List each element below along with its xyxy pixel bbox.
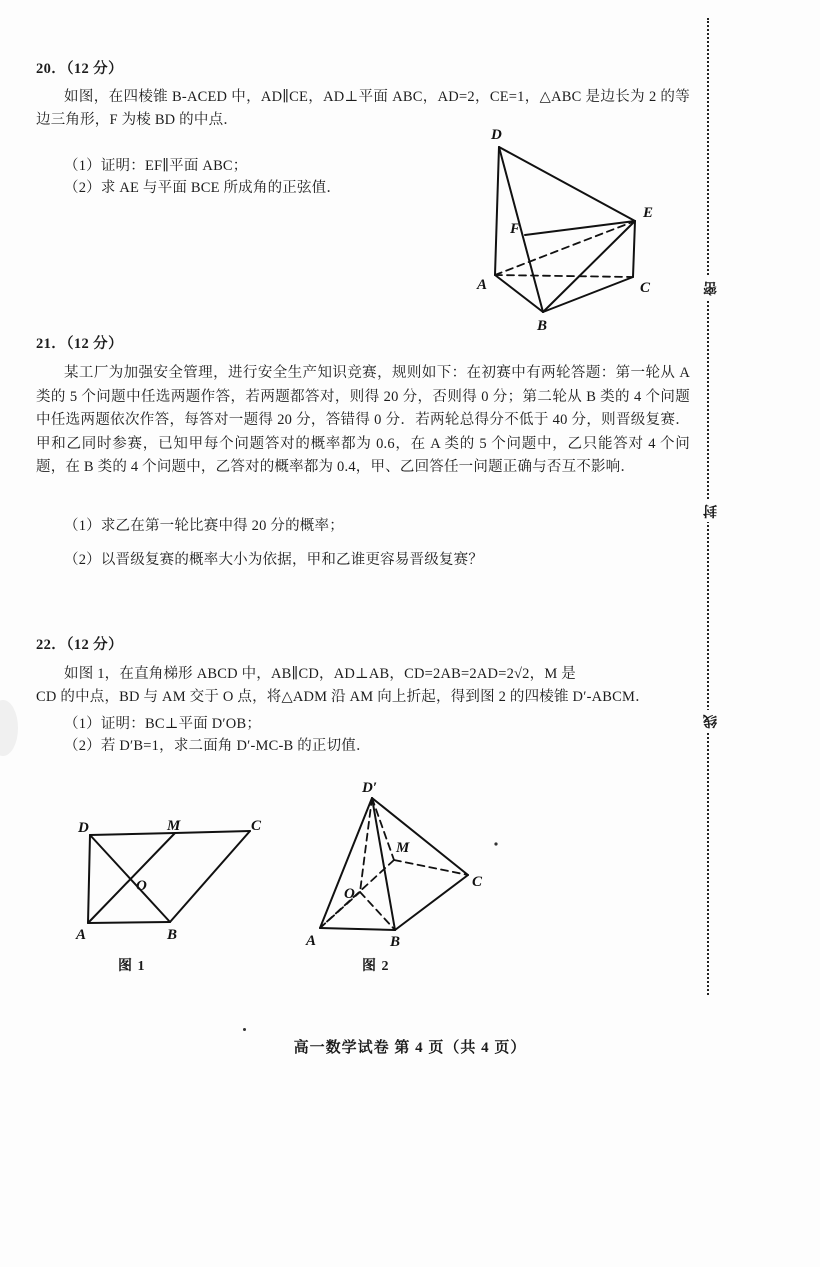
problem-22-sub-2: （2）若 D′B=1，求二面角 D′-MC-B 的正切值． [64, 738, 371, 754]
fig20-label-B: B [537, 318, 548, 334]
figure-1-trapezoid [70, 818, 280, 943]
problem-21-heading: 21．（12 分） [36, 336, 123, 352]
seal-char-xian: 线 [699, 710, 721, 732]
seal-char-feng: 封 [699, 500, 721, 522]
fig20-label-C: C [640, 280, 651, 296]
problem-21-sub-2: （2）以晋级复赛的概率大小为依据，甲和乙谁更容易晋级复赛？ [64, 552, 484, 568]
fig1-label-O: O [136, 878, 147, 894]
scan-artifact [0, 700, 18, 756]
fig20-label-A: A [477, 277, 488, 293]
fig2-label-C: C [472, 874, 483, 890]
footer-speck [243, 1028, 246, 1031]
fig1-label-B: B [167, 927, 178, 943]
problem-21-sub-1: （1）求乙在第一轮比赛中得 20 分的概率； [64, 518, 344, 534]
problem-20-heading: 20．（12 分） [36, 61, 123, 77]
problem-22-body-line2: CD 的中点，BD 与 AM 交于 O 点，将△ADM 沿 AM 向上折起，得到图 2 的四棱锥 D′-ABCM． [36, 689, 650, 705]
fig2-speck [494, 842, 497, 845]
problem-20-body: 如图，在四棱锥 B-ACED 中，AD∥CE，AD⊥平面 ABC，AD=2，CE=1，△ABC 是边长为 2 的等边三角形，F 为棱 BD 的中点． [36, 89, 690, 128]
fig1-label-A: A [76, 927, 87, 943]
problem-22-sub-1: （1）证明：BC⊥平面 D′OB； [64, 716, 262, 732]
fig20-label-E: E [643, 205, 654, 221]
fig1-label-C: C [251, 818, 262, 834]
problem-22-heading: 22．（12 分） [36, 637, 123, 653]
problem-22-body-line1: 如图 1，在直角梯形 ABCD 中，AB∥CD，AD⊥AB，CD=2AB=2AD=2√2，M 是 [64, 666, 576, 682]
seal-char-mi: 密 [699, 277, 721, 299]
fig1-label-M: M [167, 818, 181, 834]
fig2-label-B: B [390, 934, 401, 950]
figure-problem-20 [455, 125, 685, 335]
figure-1-caption: 图 1 [118, 959, 146, 974]
fig1-label-D: D [78, 820, 89, 836]
fig20-label-D: D [491, 127, 502, 143]
fig2-label-M: M [396, 840, 410, 856]
page-footer: 高一数学试卷 第 4 页（共 4 页） [293, 1040, 527, 1056]
figure-2-caption: 图 2 [362, 959, 390, 974]
fig2-label-O: O [344, 886, 355, 902]
problem-21-body: 某工厂为加强安全管理，进行安全生产知识竞赛，规则如下：在初赛中有两轮答题：第一轮从 A 类的 5 个问题中任选两题作答，若两题都答对，则得 20 分，否则得 0 分；第二轮从 B 类的 4 个问题中任选两题依次作答，每答对一题得 20 分，答错得 0 分．若两轮总得分不低于 40 分，则晋级复赛．甲和乙同时参赛，已知甲每个问题答对的概率都为 0.6，在 A 类的 5 个问题中，乙只能答对 4 个问题，在 B 类的 4 个问题中，乙答对的概率都为 0.4，甲、乙回答任一问题正确与否互不影响． [36, 365, 690, 475]
fig2-label-Dprime: D′ [362, 780, 378, 796]
fig20-label-F: F [510, 221, 521, 237]
problem-20-sub-1: （1）证明：EF∥平面 ABC； [64, 158, 248, 174]
fig2-label-A: A [306, 933, 317, 949]
figure-2-pyramid [300, 780, 520, 950]
problem-20-sub-2: （2）求 AE 与平面 BCE 所成角的正弦值． [64, 180, 342, 196]
